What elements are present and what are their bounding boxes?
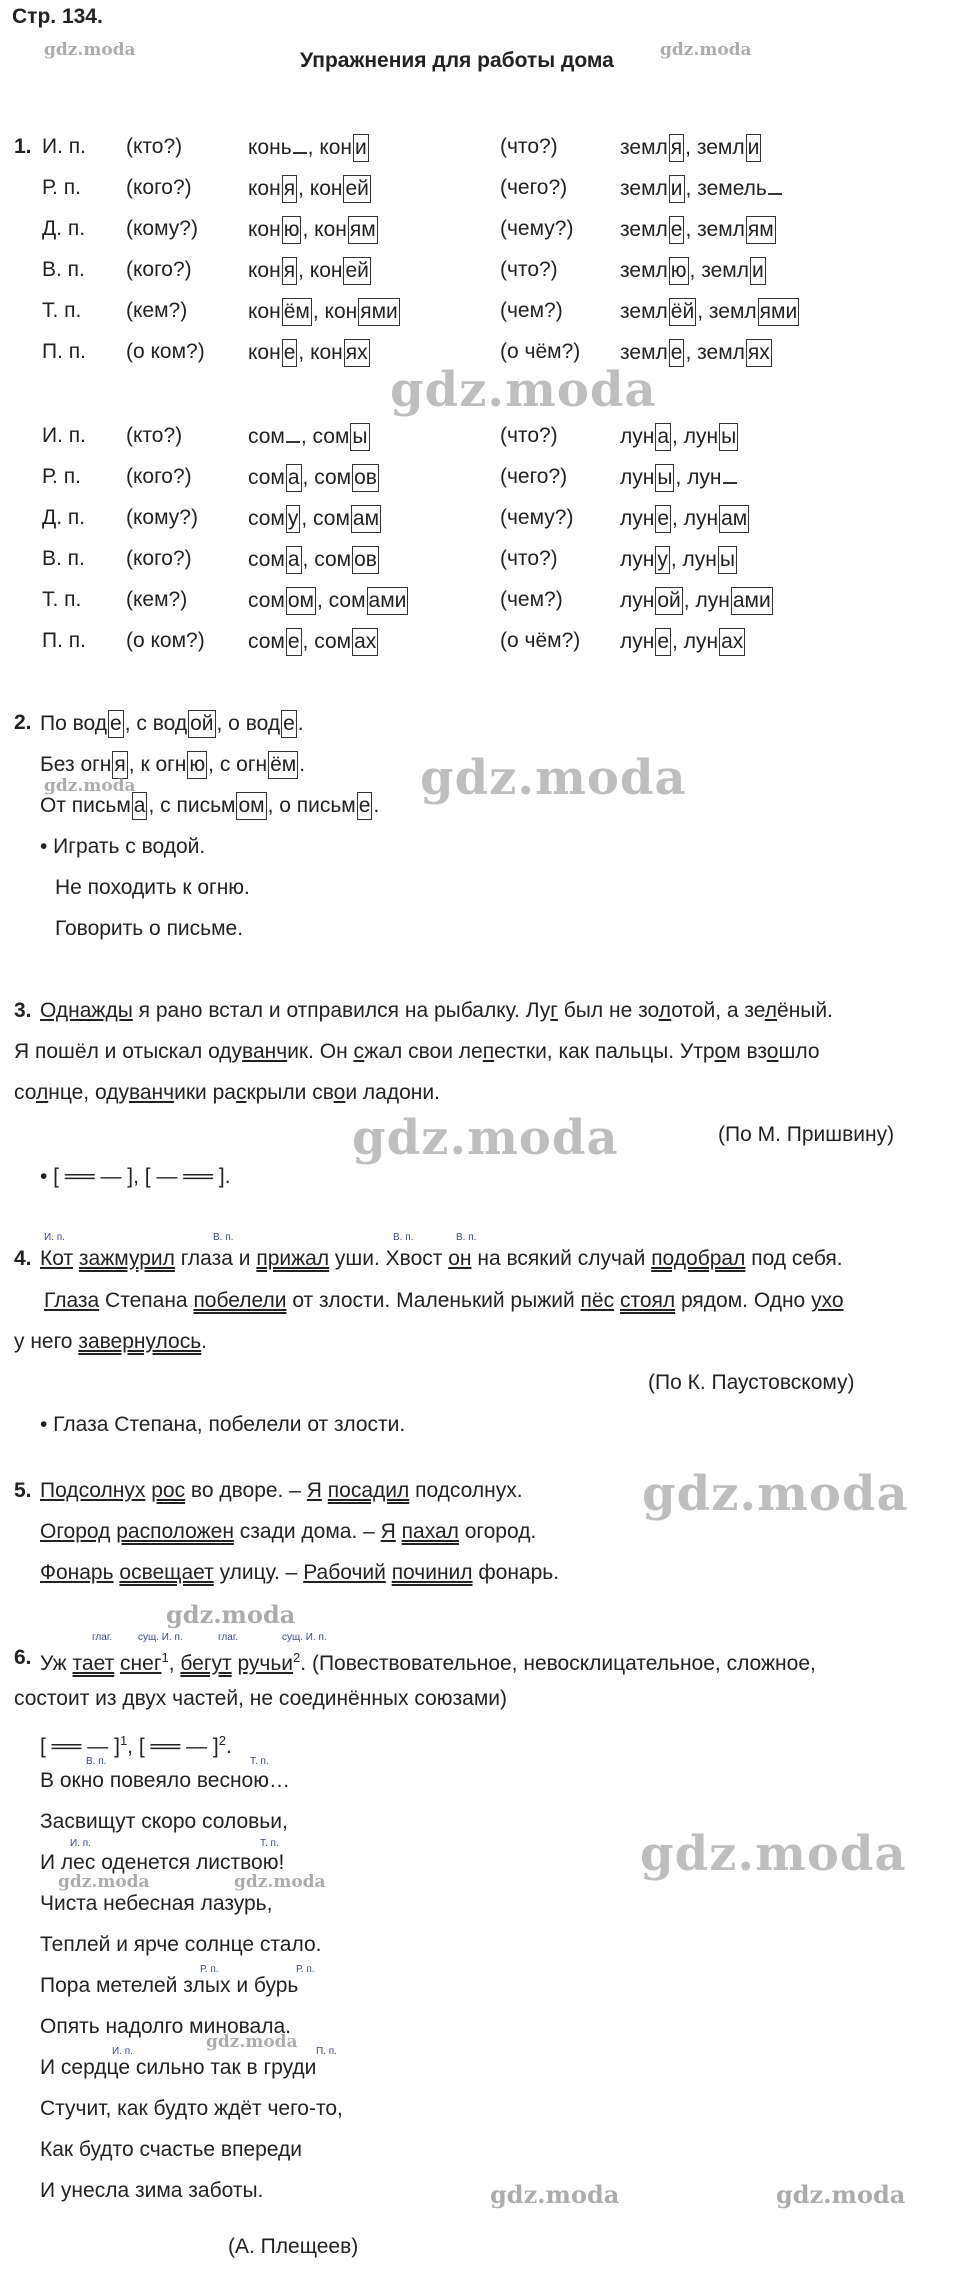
case-question: (о ком?) (126, 340, 205, 363)
case-label: В. п. (86, 1756, 107, 1767)
noun-forms: конь , кон и (248, 134, 370, 162)
case-name: Д. п. (42, 506, 86, 529)
ex2-bullet-1: • Играть с водой. (40, 835, 206, 858)
case-name: Т. п. (42, 299, 82, 322)
watermark: gdz.moda (776, 2180, 906, 2209)
ex2-line-1: По вод е , с вод ой , о вод е . (40, 710, 304, 738)
noun-forms: сом у , сом ам (248, 505, 382, 533)
noun-forms: сом ом , сом ами (248, 587, 409, 615)
noun-forms: лун е , лун ам (620, 505, 750, 533)
noun-forms: лун ой , лун ами (620, 587, 774, 615)
case-question: (кем?) (126, 588, 188, 611)
watermark: gdz.moda (642, 1466, 909, 1522)
pos-label: глаг. (218, 1632, 239, 1643)
case-question: (о чём?) (500, 629, 581, 652)
ex5-line-3: Фонарь освещает улицу. – Рабочий починил фонарь. (40, 1561, 560, 1584)
noun-forms: кон я , кон ей (248, 257, 372, 285)
watermark: gdz.moda (420, 750, 687, 806)
ex3-source: (По М. Пришвину) (718, 1123, 895, 1146)
noun-forms: лун у , лун ы (620, 546, 738, 574)
exercise-number: 5. (14, 1479, 32, 1502)
watermark: gdz.moda (390, 362, 657, 418)
poem-line: Засвищут скоро соловьи, (40, 1810, 288, 1833)
noun-forms: земл е , земл ях (620, 339, 773, 367)
ex4-line-2: Глаза Степана побелели от злости. Маленький рыжий пёс стоял рядом. Одно ухо (44, 1289, 844, 1312)
noun-forms: земл я , земл и (620, 134, 762, 162)
noun-forms: кон ём , кон ями (248, 298, 401, 326)
page-title: Упражнения для работы дома (300, 49, 614, 72)
noun-forms: сом а , сом ов (248, 546, 380, 574)
case-question: (кого?) (126, 547, 192, 570)
case-label: И. п. (70, 1838, 91, 1849)
watermark: gdz.moda (490, 2180, 620, 2209)
case-question: (чем?) (500, 299, 563, 322)
case-question: (что?) (500, 547, 558, 570)
watermark: gdz.moda (352, 1110, 619, 1166)
exercise-number: 6. (14, 1646, 32, 1669)
watermark: gdz.moda (166, 1600, 296, 1629)
poem-line: Теплей и ярче солнце стало. (40, 1933, 322, 1956)
ex2-bullet-2: Не походить к огню. (55, 876, 250, 899)
ex6-source: (А. Плещеев) (228, 2235, 359, 2258)
case-name: И. п. (42, 424, 86, 447)
ex3-line-3: солнце, одуванчики раскрыли свои ладони. (14, 1081, 440, 1104)
poem-line: И унесла зима заботы. (40, 2179, 264, 2202)
watermark: gdz.moda (234, 1872, 326, 1892)
ex6-scheme: [ ══ — ]$^1$, [ ══ — ]$^2$. (40, 1733, 232, 1758)
case-name: Д. п. (42, 217, 86, 240)
exercise-number: 3. (14, 999, 32, 1022)
case-question: (что?) (500, 135, 558, 158)
poem-line: Стучит, как будто ждёт чего-то, (40, 2097, 343, 2120)
case-label: И. п. (44, 1232, 65, 1243)
noun-forms: кон е , кон ях (248, 339, 371, 367)
case-label: В. п. (393, 1232, 414, 1243)
case-name: П. п. (42, 340, 86, 363)
ex5-line-2: Огород расположен сзади дома. – Я пахал огород. (40, 1520, 537, 1543)
poem-line: Как будто счастье впереди (40, 2138, 302, 2161)
ex3-line-1: Однажды я рано встал и отправился на рыбалку. Луг был не золотой, а зелёный. (40, 999, 833, 1022)
noun-forms: земл е , земл ям (620, 216, 777, 244)
case-question: (чему?) (500, 506, 574, 529)
case-label: И. п. (112, 2046, 133, 2057)
case-question: (чем?) (500, 588, 563, 611)
noun-forms: сом е , сом ах (248, 628, 379, 656)
watermark: gdz.moda (640, 1826, 907, 1882)
poem-line: В окно повеяло весною… (40, 1769, 290, 1792)
case-question: (чего?) (500, 176, 568, 199)
ex5-line-1: Подсолнух рос во дворе. – Я посадил подсолнух. (40, 1479, 523, 1502)
case-question: (кого?) (126, 465, 192, 488)
poem-line: И сердце сильно так в груди (40, 2056, 317, 2079)
case-label: П. п. (316, 2046, 337, 2057)
page-number: Стр. 134. (12, 5, 103, 28)
ex3-scheme: • [ ══ — ], [ — ══ ]. (40, 1165, 231, 1188)
exercise-number: 2. (14, 711, 32, 734)
case-question: (что?) (500, 258, 558, 281)
noun-forms: земл ёй , земл ями (620, 298, 800, 326)
case-label: Т. п. (260, 1838, 279, 1849)
case-name: П. п. (42, 629, 86, 652)
watermark: gdz.moda (44, 776, 136, 796)
case-name: И. п. (42, 135, 86, 158)
case-name: Т. п. (42, 588, 82, 611)
case-question: (кого?) (126, 258, 192, 281)
noun-forms: сом , сом ы (248, 423, 371, 451)
ex2-line-2: Без огн я , к огн ю , с огн ём . (40, 751, 305, 779)
case-question: (чего?) (500, 465, 568, 488)
case-name: В. п. (42, 547, 85, 570)
pos-label: глаг. (92, 1632, 113, 1643)
ex6-line-2: состоит из двух частей, не соединённых союзами) (14, 1687, 507, 1710)
noun-forms: лун ы , лун (620, 464, 738, 492)
noun-forms: сом а , сом ов (248, 464, 380, 492)
case-name: Р. п. (42, 176, 81, 199)
exercise-number: 1. (14, 135, 32, 158)
case-label: В. п. (456, 1232, 477, 1243)
case-question: (чему?) (500, 217, 574, 240)
case-label: Р. п. (200, 1964, 219, 1975)
case-name: В. п. (42, 258, 85, 281)
case-question: (кому?) (126, 506, 198, 529)
noun-forms: лун е , лун ах (620, 628, 746, 656)
watermark: gdz.moda (44, 40, 136, 60)
watermark: gdz.moda (206, 2032, 298, 2052)
ex4-line-1: Кот зажмурил глаза и прижал уши. Хвост он на всякий случай подобрал под себя. (40, 1247, 843, 1270)
case-question: (кем?) (126, 299, 188, 322)
poem-line: Чиста небесная лазурь, (40, 1892, 273, 1915)
case-label: В. п. (213, 1232, 234, 1243)
ex3-line-2: Я пошёл и отыскал одуванчик. Он сжал свои лепестки, как пальцы. Утром взошло (14, 1040, 820, 1063)
case-question: (кто?) (126, 135, 183, 158)
ex2-bullet-3: Говорить о письме. (55, 917, 244, 940)
ex4-note: • Глаза Степана, побелели от злости. (40, 1413, 406, 1436)
case-label: Т. п. (250, 1756, 269, 1767)
case-question: (кому?) (126, 217, 198, 240)
case-question: (о чём?) (500, 340, 581, 363)
watermark: gdz.moda (58, 1872, 150, 1892)
noun-forms: лун а , лун ы (620, 423, 739, 451)
ex6-line-1: Уж тает снег$^1$, бегут ручьи$^2$. (Повествовательное, невосклицательное, сложное, (40, 1650, 816, 1675)
case-question: (кто?) (126, 424, 183, 447)
exercise-number: 4. (14, 1247, 32, 1270)
ex4-line-3: у него завернулось. (14, 1330, 208, 1353)
case-question: (что?) (500, 424, 558, 447)
poem-line: Пора метелей злых и бурь (40, 1974, 299, 1997)
ex4-source: (По К. Паустовскому) (648, 1371, 855, 1394)
poem-line: И лес оденется листвою! (40, 1851, 285, 1874)
noun-forms: земл и , земель (620, 175, 783, 203)
noun-forms: кон ю , кон ям (248, 216, 379, 244)
case-label: Р. п. (296, 1964, 315, 1975)
case-name: Р. п. (42, 465, 81, 488)
noun-forms: кон я , кон ей (248, 175, 372, 203)
case-question: (кого?) (126, 176, 192, 199)
case-question: (о ком?) (126, 629, 205, 652)
poem-line: Опять надолго миновала. (40, 2015, 291, 2038)
pos-label: сущ. И. п. (138, 1632, 183, 1643)
pos-label: сущ. И. п. (282, 1632, 327, 1643)
watermark: gdz.moda (660, 40, 752, 60)
ex2-line-3: От письм а , с письм ом , о письм е . (40, 792, 379, 820)
noun-forms: земл ю , земл и (620, 257, 767, 285)
